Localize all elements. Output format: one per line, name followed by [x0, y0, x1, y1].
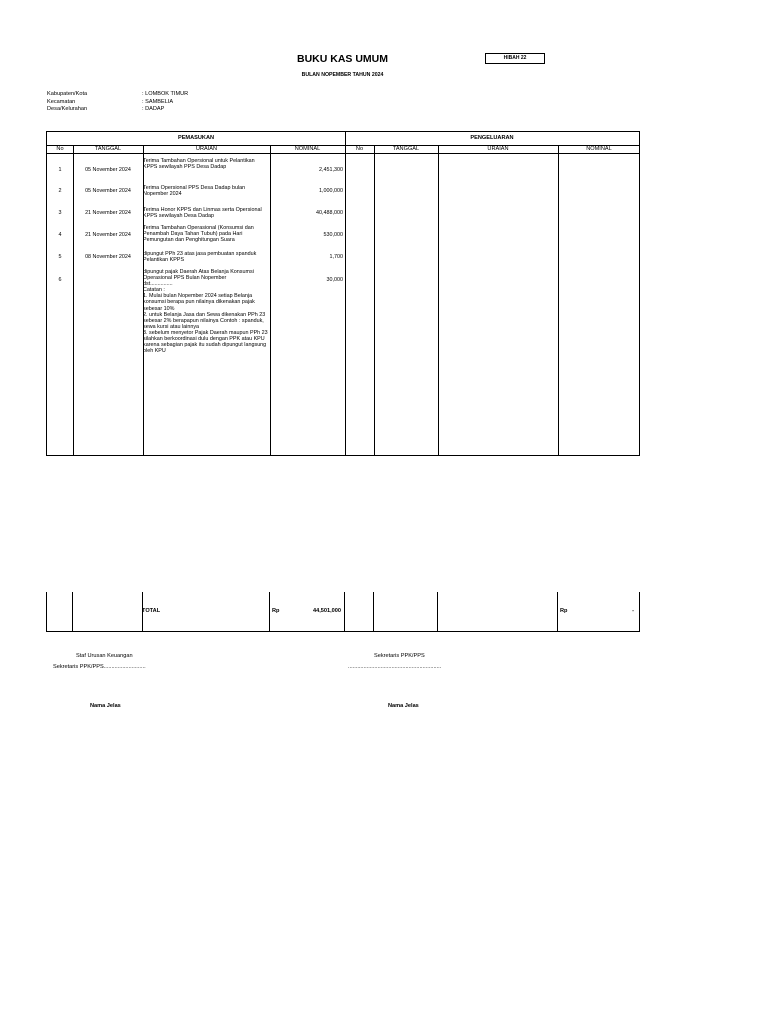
col-line	[639, 592, 640, 632]
row-1-date: 05 November 2024	[85, 167, 131, 173]
sig-left-title: Staf Urusan Keuangan	[76, 653, 133, 659]
col-line	[46, 592, 47, 632]
col-header-uraian: URAIAN	[487, 146, 509, 152]
note-heading: Catatan :	[143, 287, 165, 294]
total-label: TOTAL	[142, 608, 161, 614]
note-3: 3. sebelum menyetor Pajak Daerah maupun PPh 23 silahkan berkoordinasi dulu dengan PPK atau KPU karena sebagian pajak itu sudah dipungut langsung oleh KPU	[143, 329, 268, 355]
info-label-kecamatan: Kecamatan	[47, 98, 76, 105]
row-5-desc: dipungut PPh 23 atas jasa pembuatan spanduk Pelantikan KPPS	[143, 251, 257, 264]
col-line	[72, 592, 73, 632]
col-line	[269, 592, 270, 632]
total-expense-value: -	[632, 608, 634, 614]
section-divider	[345, 132, 346, 455]
info-label-kabupaten: Kabupaten/Kota	[47, 91, 88, 97]
note-dst: dst...............	[143, 281, 173, 288]
sig-right-sub: ............................................................	[348, 664, 442, 670]
row-4-nominal: 530,000	[323, 232, 343, 238]
total-expense-currency: Rp	[560, 608, 568, 614]
row-5-nominal: 1,700	[329, 254, 343, 260]
col-header-tanggal: TANGGAL	[392, 146, 420, 152]
col-header-no: No	[355, 146, 364, 152]
col-line	[373, 592, 374, 632]
total-currency: Rp	[272, 608, 280, 614]
row-2-desc: Terima Opersional PPS Desa Dadap bulan Nopember 2024	[143, 185, 246, 198]
info-values	[142, 91, 188, 114]
col-line	[557, 592, 558, 632]
row-4-desc: Terima Tambahan Operasional (Konsumsi dan Penambah Daya Tahan Tubuh) pada Hari Pemungutan dan Penghitungan Suara	[143, 225, 254, 244]
hibah-badge: HIBAH 22	[485, 53, 545, 64]
row-6-no: 6	[58, 277, 62, 283]
row-1-no: 1	[58, 167, 62, 173]
info-value-kecamatan: : SAMBELIA	[142, 98, 174, 105]
info-value-kabupaten: : LOMBOK TIMUR	[142, 91, 189, 97]
info-labels	[47, 91, 87, 114]
row-4-date: 21 November 2024	[85, 232, 131, 238]
row-2-date: 05 November 2024	[85, 188, 131, 194]
sig-right-title: Sekretaris PPK/PPS	[374, 653, 425, 659]
expense-header: PENGELUARAN	[470, 135, 514, 141]
info-value-desa: : DADAP	[142, 106, 165, 113]
col-header-nominal: NOMINAL	[586, 146, 612, 152]
total-income-value: 44,501,000	[313, 608, 341, 614]
document-title: BUKU KAS UMUM	[297, 53, 388, 65]
cash-book-table	[46, 131, 640, 456]
col-header-uraian: URAIAN	[195, 146, 218, 152]
col-line	[558, 145, 559, 455]
sig-right-name: Nama Jelas	[388, 703, 419, 709]
row-3-no: 3	[58, 210, 62, 216]
income-header: PEMASUKAN	[177, 135, 215, 141]
row-2-no: 2	[58, 188, 62, 194]
col-header-tanggal: TANGGAL	[94, 146, 122, 152]
note-2: 2. untuk Belanja Jasa dan Sewa dikenakan PPh 23 sebesar 2% berapapun nilainya Contoh : spanduk, sewa kursi atau lainnya	[143, 311, 266, 330]
col-line	[437, 592, 438, 632]
row-6-nominal: 30,000	[326, 277, 343, 283]
row-3-date: 21 November 2024	[85, 210, 131, 216]
col-line	[438, 145, 439, 455]
sig-left-name: Nama Jelas	[90, 703, 121, 709]
total-table	[46, 592, 640, 632]
row-6-desc-block	[143, 269, 269, 354]
col-line	[374, 145, 375, 455]
column-header-divider	[47, 153, 639, 154]
row-1-nominal: 2,451,300	[319, 167, 343, 173]
row-3-desc: Terima Honor KPPS dan Linmas serta Opersional KPPS sewilayah Desa Dadap	[143, 207, 262, 220]
col-header-no: No	[56, 146, 64, 152]
row-4-no: 4	[58, 232, 62, 238]
row-2-nominal: 1,000,000	[319, 188, 343, 194]
row-5-date: 08 November 2024	[85, 254, 131, 260]
col-line	[344, 592, 345, 632]
row-3-nominal: 40,488,000	[316, 210, 343, 216]
col-header-nominal: NOMINAL	[294, 146, 321, 152]
note-1: 1. Mulai bulan Nopember 2024 setiap Belanja konsumsi berapa pun nilainya dikenakan pajak sebesar 10%	[143, 293, 255, 312]
row-1-desc: Terima Tambahan Opersional untuk Pelantikan KPPS sewilayah PPS Desa Dadap	[143, 158, 255, 171]
document-subtitle: BULAN NOPEMBER TAHUN 2024	[301, 72, 384, 78]
sig-left-sub: Sekretaris PPK/PPS...........................	[53, 664, 146, 670]
row-6-desc: dipungut pajak Daerah Atas Belanja Konsumsi Operasional PPS Bulan Nopember	[143, 269, 254, 282]
info-label-desa: Desa/Kelurahan	[47, 106, 88, 113]
row-5-no: 5	[58, 254, 62, 260]
